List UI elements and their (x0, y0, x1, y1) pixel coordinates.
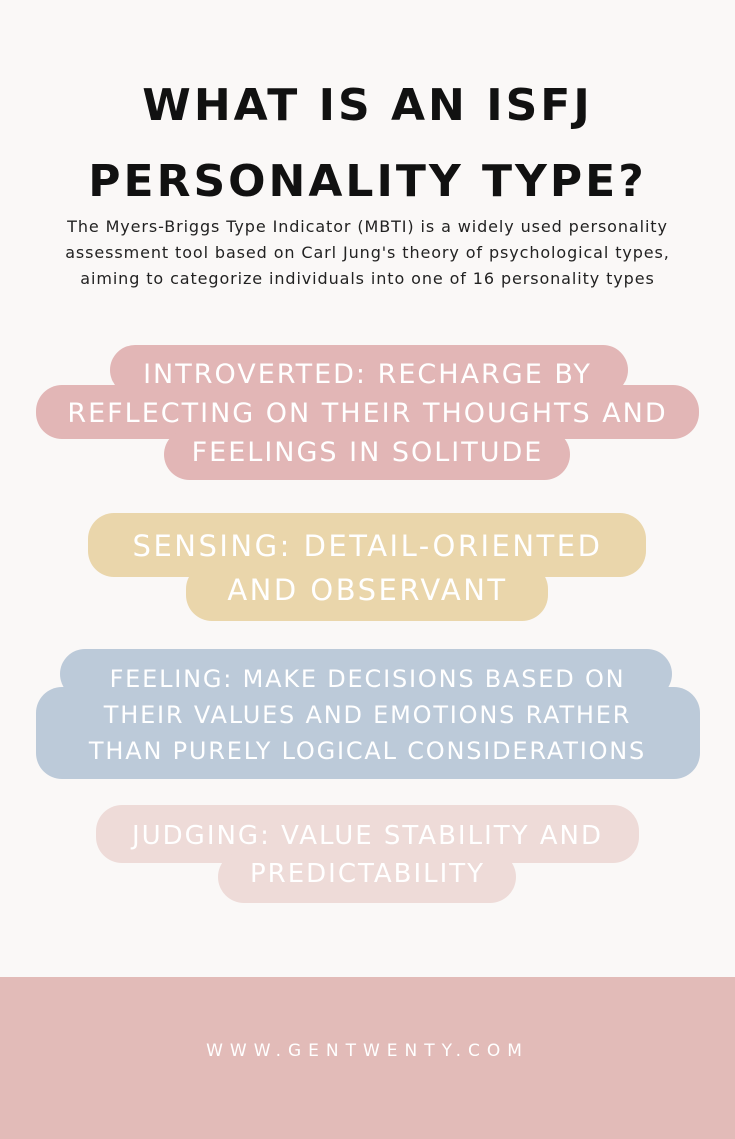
title-line-1: WHAT IS AN ISFJ (142, 80, 593, 131)
trait-introverted (0, 345, 735, 480)
title-line-2: PERSONALITY TYPE? (88, 156, 647, 207)
trait-line: SENSING: DETAIL-ORIENTED (132, 529, 603, 563)
trait-line: FEELINGS IN SOLITUDE (191, 437, 544, 468)
trait-text (0, 661, 735, 769)
trait-line: JUDGING: VALUE STABILITY AND (131, 821, 604, 851)
trait-line: THAN PURELY LOGICAL CONSIDERATIONS (88, 737, 647, 765)
trait-line: FEELING: MAKE DECISIONS BASED ON (109, 665, 626, 693)
intro-paragraph: The Myers-Briggs Type Indicator (MBTI) is a widely used personality assessment tool based on Carl Jung's theory of psychological types, aiming to categorize individuals into one of 16 personality types (65, 217, 670, 288)
footer (0, 977, 735, 1139)
trait-line: REFLECTING ON THEIR THOUGHTS AND (67, 398, 668, 429)
trait-line: AND OBSERVANT (227, 573, 508, 607)
trait-line: THEIR VALUES AND EMOTIONS RATHER (103, 701, 632, 729)
trait-text (0, 355, 735, 472)
page-title (0, 68, 735, 220)
trait-judging (0, 805, 735, 903)
trait-feeling (0, 649, 735, 779)
trait-line: PREDICTABILITY (249, 859, 486, 889)
trait-sensing (0, 513, 735, 621)
trait-text (0, 817, 735, 893)
trait-text (0, 524, 735, 612)
footer-url: WWW.GENTWENTY.COM (206, 1041, 529, 1061)
trait-line: INTROVERTED: RECHARGE BY (143, 359, 592, 390)
